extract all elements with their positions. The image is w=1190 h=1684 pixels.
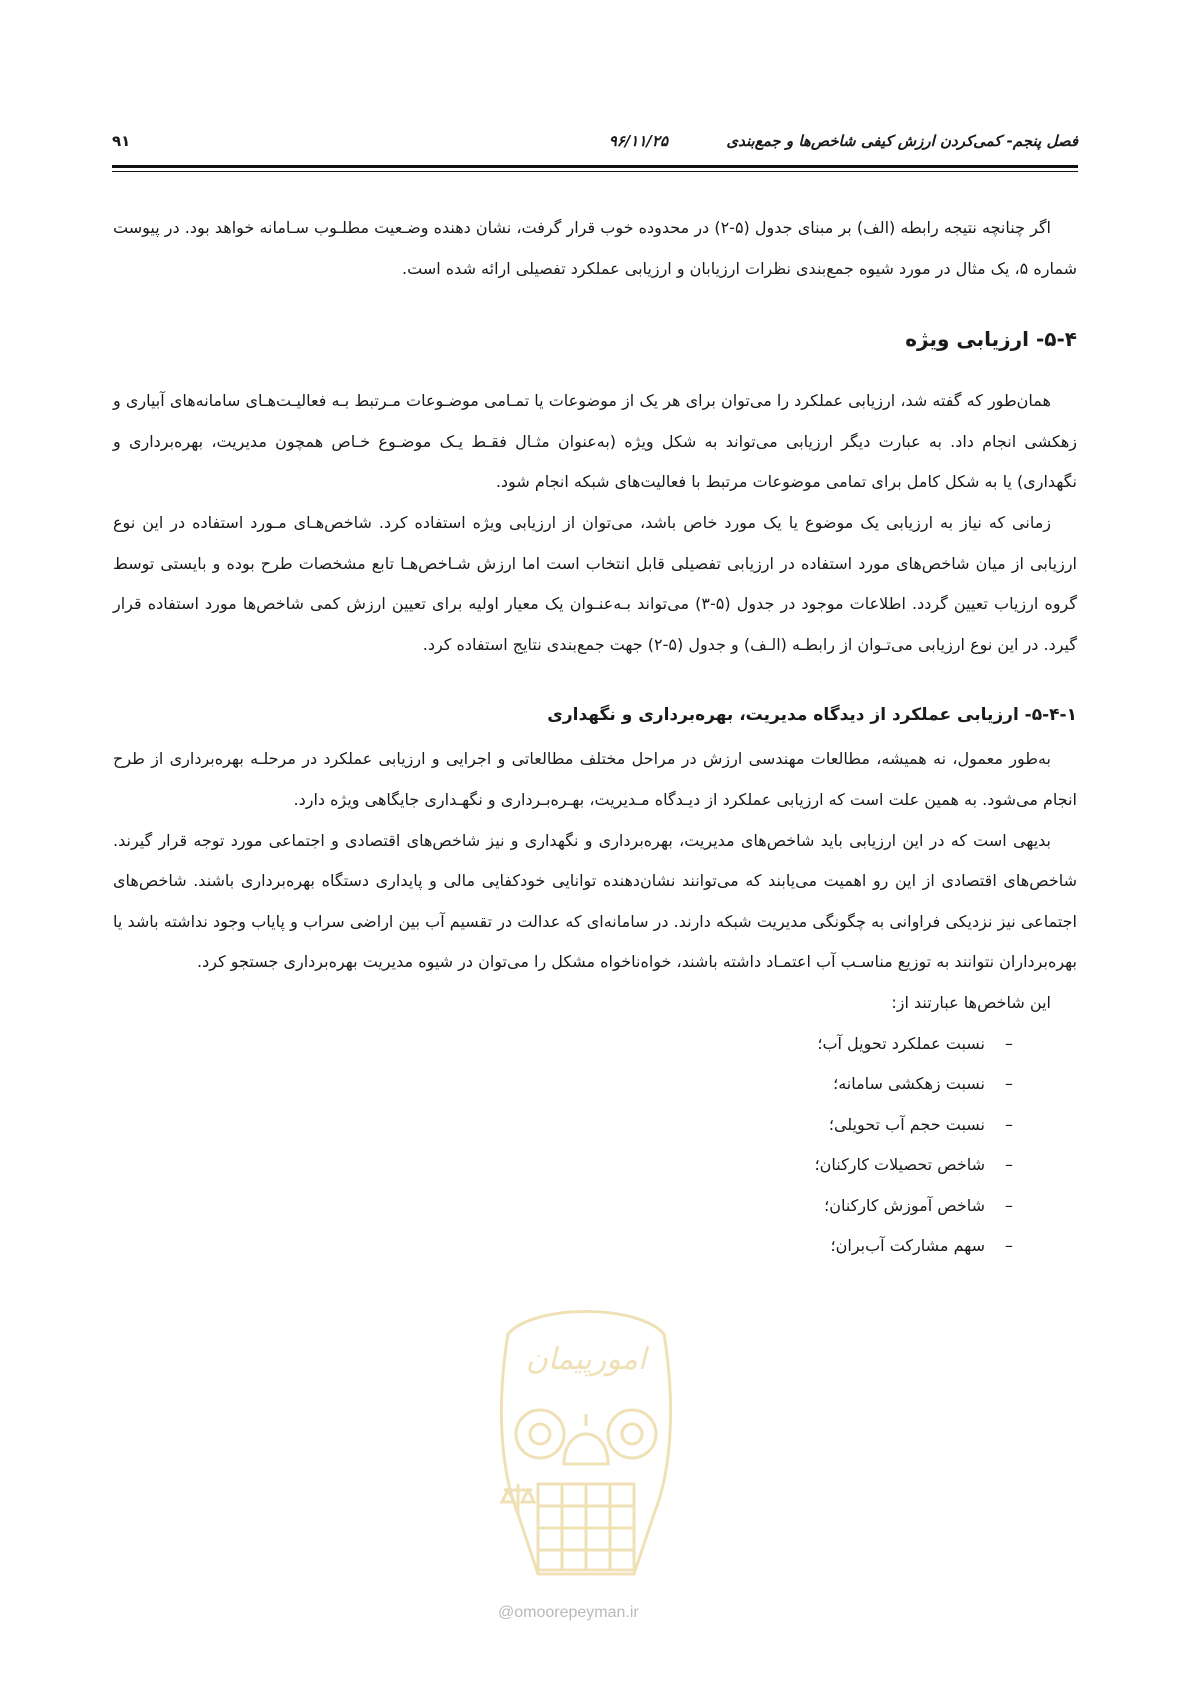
paragraph-3: زمانی که نیاز به ارزیابی یک موضوع یا یک مورد خاص باشد، می‌توان از ارزیابی ویژه استفاده کرد. شاخص‌هـای مـورد استفاده در این نوع ارزیابی از میان شاخص‌های مورد استفاده در ارزیابی تفصیلی قابل انتخاب است اما ارزش شـاخص‌هـا تابع مشخصات طرح بوده و بایستی توسط گروه ارزیاب تعیین گردد. اطلاعات موجود در جدول (۵-۳) می‌تواند بـه‌عنـوان یک معیار اولیه برای تعیین ارزش کمی شاخص‌ها مورد استفاده قرار گیرد. در این نوع ارزیابی می‌تـوان از رابطـه (الـف) و جدول (۵-۲) جهت جمع‌بندی نتایج استفاده کرد. bbox=[113, 512, 1077, 654]
dash-bullet: – bbox=[1005, 1195, 1013, 1215]
dash-bullet: – bbox=[1005, 1236, 1013, 1256]
watermark-logo bbox=[478, 1274, 694, 1604]
page-header bbox=[112, 130, 1078, 166]
list-item: – شاخص آموزش کارکنان؛ bbox=[113, 1186, 1077, 1227]
subsection-heading: ۵-۴-۱- ارزیابی عملکرد از دیدگاه مدیریت، بهره‌برداری و نگهداری bbox=[547, 705, 1077, 726]
paragraph-5: بدیهی است که در این ارزیابی باید شاخص‌های مدیریت، بهره‌برداری و نگهداری و نیز شاخص‌های اقتصادی و اجتماعی مورد توجه قرار گیرند. شاخص‌های اقتصادی از این رو اهمیت می‌یابند که می‌توانند نشان‌دهنده توانایی خودکفایی مالی و پایداری دستگاه بهره‌برداری باشند. شاخص‌های اجتماعی نیز نزدیکی فراوانی به چگونگی مدیریت شبکه دارند. در سامانه‌ای که عدالت در تقسیم آب بین اراضی سراب و پایاب وجود نداشته باشد یا بهره‌برداران نتوانند به توزیع مناسـب آب اعتمـاد داشته باشند، خواه‌ناخواه مشکل را می‌توان در شیوه مدیریت بهره‌برداری جستجو کرد. bbox=[113, 830, 1077, 972]
paragraph-2: همان‌طور که گفته شد، ارزیابی عملکرد را می‌توان برای هر یک از موضوعات یا تمـامی موضـوعات مـرتبط بـه فعالیـت‌هـای سامانه‌های آبیاری و زهکشی انجام داد. به عبارت دیگر ارزیابی می‌تواند به شکل ویژه (به‌عنوان مثـال فقـط یـک موضـوع خـاص همچون مدیریت، بهره‌برداری و نگهداری) یا به شکل کامل برای تمامی موضوعات مرتبط با فعالیت‌های شبکه انجام شود. bbox=[113, 391, 1077, 492]
watermark-logo-text: امورپیمان bbox=[525, 1342, 647, 1377]
list-item: – نسبت زهکشی سامانه؛ bbox=[113, 1064, 1077, 1105]
page-number: ۹۱ bbox=[112, 132, 131, 150]
section-heading: ۵-۴- ارزیابی ویژه bbox=[905, 327, 1077, 352]
dash-bullet: – bbox=[1005, 1033, 1013, 1053]
indicator-list bbox=[113, 1024, 1077, 1268]
list-intro: این شاخص‌ها عبارتند از: bbox=[891, 992, 1051, 1012]
list-item: – سهم مشارکت آب‌بران؛ bbox=[113, 1226, 1077, 1267]
watermark-url: @omoorepeyman.ir bbox=[498, 1604, 639, 1621]
list-item: – نسبت عملکرد تحویل آب؛ bbox=[113, 1024, 1077, 1065]
chapter-title: فصل پنجم- کمی‌کردن ارزش کیفی شاخص‌ها و جمع‌بندی bbox=[726, 132, 1078, 150]
header-rule-thin bbox=[112, 171, 1078, 172]
dash-bullet: – bbox=[1005, 1155, 1013, 1175]
paragraph-1: اگر چنانچه نتیجه رابطه (الف) بر مبنای جدول (۵-۲) در محدوده خوب قرار گرفت، نشان دهنده وضـعیت مطلـوب سـامانه خواهد بود. در پیوست شماره ۵، یک مثال در مورد شیوه جمع‌بندی نظرات ارزیابان و ارزیابی عملکرد تفصیلی ارائه شده است. bbox=[113, 218, 1077, 278]
dash-bullet: – bbox=[1005, 1074, 1013, 1094]
list-item: – شاخص تحصیلات کارکنان؛ bbox=[113, 1145, 1077, 1186]
header-date: ۹۶/۱۱/۲۵ bbox=[608, 132, 668, 150]
page-body bbox=[113, 208, 1077, 1267]
dash-bullet: – bbox=[1005, 1114, 1013, 1134]
paragraph-4: به‌طور معمول، نه همیشه، مطالعات مهندسی ارزش در مراحل مختلف مطالعاتی و اجرایی و ارزیابی عملکرد در مرحلـه بهره‌برداری از طرح انجام می‌شود. به همین علت است که ارزیابی عملکرد از دیـدگاه مـدیریت، بهـره‌بـرداری و نگهـداری جایگاهی ویژه دارد. bbox=[113, 749, 1077, 809]
header-rule-thick bbox=[112, 165, 1078, 168]
list-item: – نسبت حجم آب تحویلی؛ bbox=[113, 1105, 1077, 1146]
